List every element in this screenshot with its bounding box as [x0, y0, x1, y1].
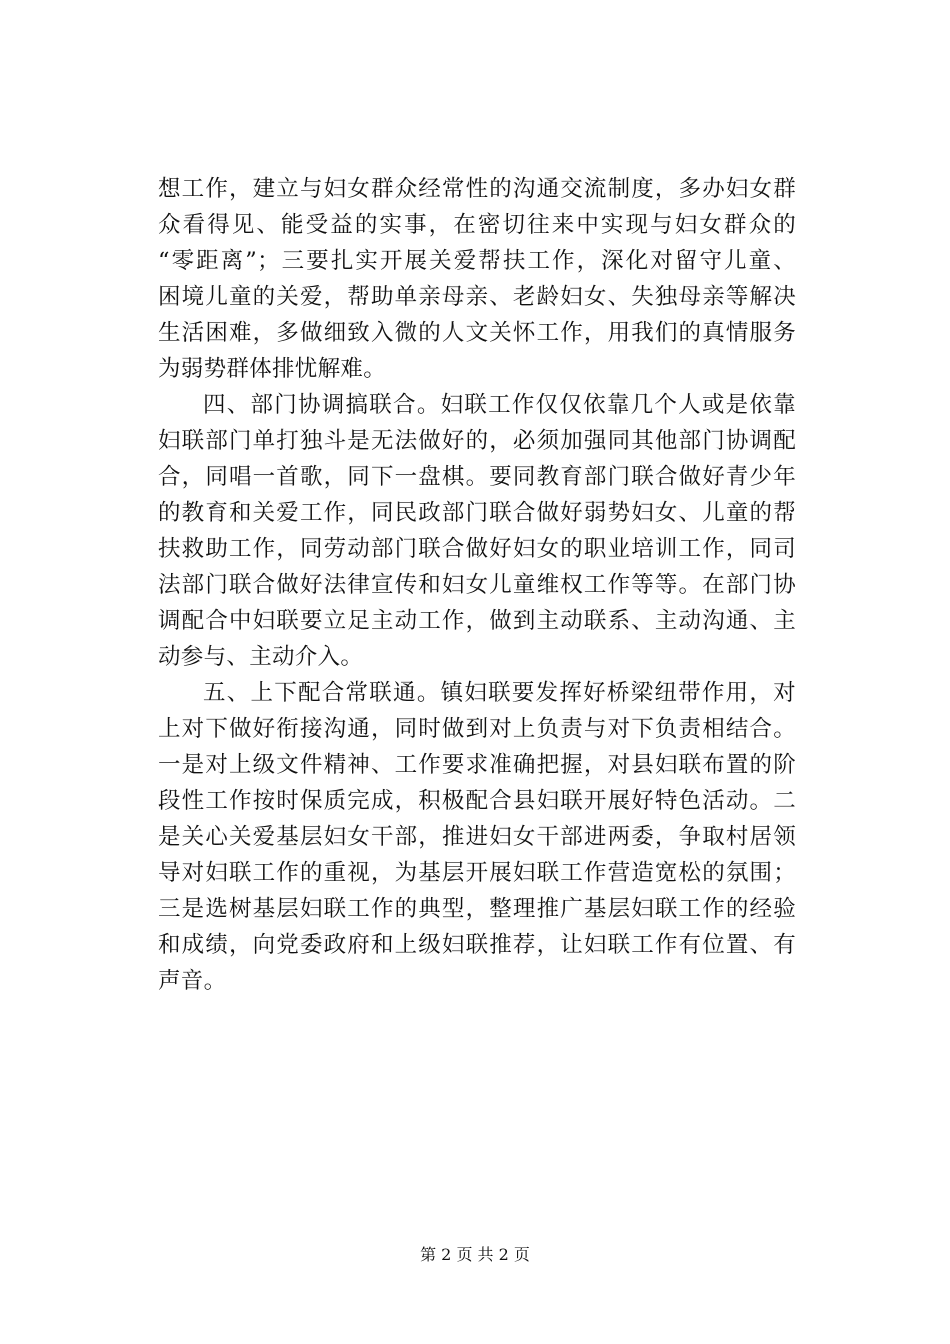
text-line: 合，同唱一首歌，同下一盘棋。要同教育部门联合做好青少年 [158, 464, 796, 490]
text-line: “零距离”；三要扎实开展关爱帮扶工作，深化对留守儿童、 [158, 248, 796, 274]
text-line: 声音。 [158, 968, 227, 994]
text-line: 为弱势群体排忧解难。 [158, 356, 387, 382]
paragraph-heading-5: 五、上下配合常联通。镇妇联要发挥好桥梁纽带作用，对 [203, 680, 796, 706]
text-line: 导对妇联工作的重视，为基层开展妇联工作营造宽松的氛围； [158, 860, 796, 886]
text-line: 法部门联合做好法律宣传和妇女儿童维权工作等等。在部门协 [158, 572, 796, 598]
text-line: 调配合中妇联要立足主动工作，做到主动联系、主动沟通、主 [158, 608, 796, 634]
text-line: 的教育和关爱工作，同民政部门联合做好弱势妇女、儿童的帮 [158, 500, 796, 526]
text-line: 生活困难，多做细致入微的人文关怀工作，用我们的真情服务 [158, 320, 796, 346]
body-text [158, 171, 796, 999]
text-line: 动参与、主动介入。 [158, 644, 364, 670]
text-line: 段性工作按时保质完成，积极配合县妇联开展好特色活动。二 [158, 788, 796, 814]
text-line: 是关心关爱基层妇女干部，推进妇女干部进两委，争取村居领 [158, 824, 796, 850]
text-line: 一是对上级文件精神、工作要求准确把握，对县妇联布置的阶 [158, 752, 796, 778]
text-line: 想工作，建立与妇女群众经常性的沟通交流制度，多办妇女群 [158, 176, 796, 202]
page-number-footer: 第 2 页 共 2 页 [420, 1245, 530, 1264]
text-line: 众看得见、能受益的实事，在密切往来中实现与妇女群众的 [158, 212, 796, 238]
text-line: 三是选树基层妇联工作的典型，整理推广基层妇联工作的经验 [158, 896, 796, 922]
text-line: 扶救助工作，同劳动部门联合做好妇女的职业培训工作，同司 [158, 536, 796, 562]
paragraph-heading-4: 四、部门协调搞联合。妇联工作仅仅依靠几个人或是依靠 [203, 392, 796, 418]
text-line: 上对下做好衔接沟通，同时做到对上负责与对下负责相结合。 [158, 716, 796, 742]
text-line: 妇联部门单打独斗是无法做好的，必须加强同其他部门协调配 [158, 428, 796, 454]
text-line: 困境儿童的关爱，帮助单亲母亲、老龄妇女、失独母亲等解决 [158, 284, 796, 310]
text-line: 和成绩，向党委政府和上级妇联推荐，让妇联工作有位置、有 [158, 932, 796, 958]
